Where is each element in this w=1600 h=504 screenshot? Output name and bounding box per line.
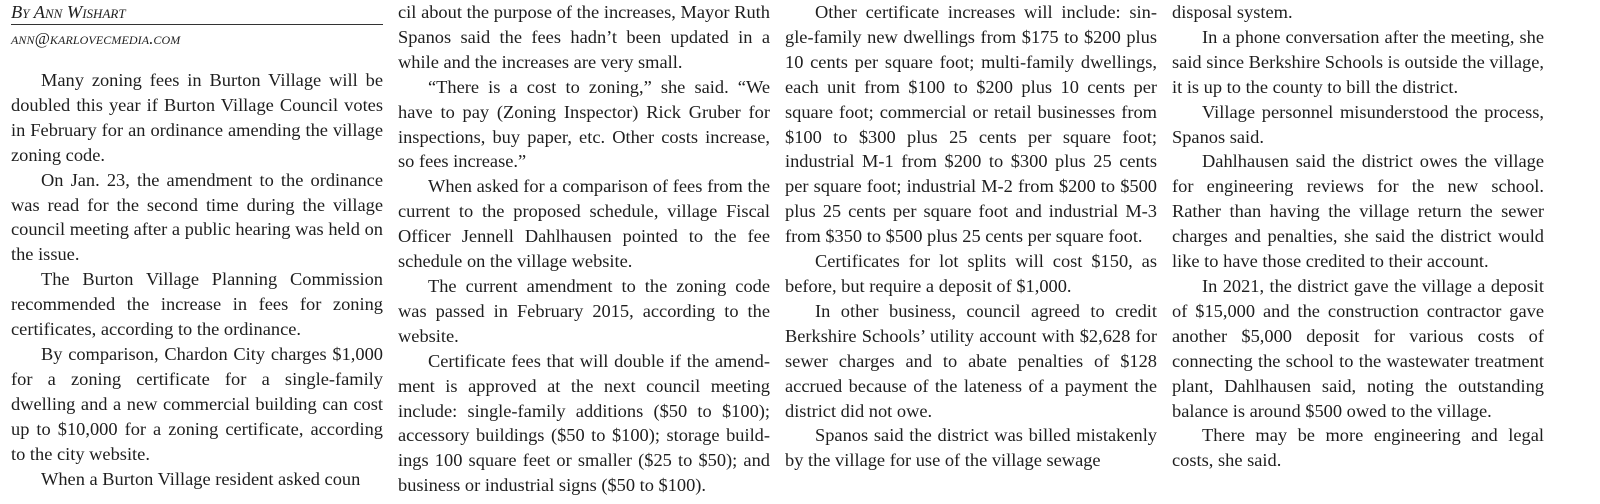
paragraph: When asked for a comparison of fees from the current to the proposed schedule, village Fiscal Officer Jennell Dahlhausen pointed to the fee schedule on the village website.: [398, 176, 770, 272]
article-column-1: [11, 0, 383, 491]
paragraph: By comparison, Chardon City charges $1,000 for a zoning certificate for a single-family dwelling and a new commercial building can cost up to $10,000 for a zoning certificate, according to the city website.: [11, 343, 383, 464]
paragraph: The Burton Village Planning Commission recommended the increase in fees for zoning certificates, according to the ordinance.: [11, 269, 383, 340]
paragraph: Spanos said the district was billed mistakenly by the village for use of the village sewage: [785, 425, 1157, 471]
paragraph: Dahlhausen said the district owes the village for engineering reviews for the new school. Rather than having the village return the sewer charges and penalties, she said the district would like to have those credited to their account.: [1172, 151, 1544, 272]
paragraph: On Jan. 23, the amendment to the ordinance was read for the second time during the village council meeting after a public hearing was held on the issue.: [11, 169, 383, 265]
author-email: ann@karlovecmedia.com: [11, 29, 181, 48]
paragraph: Other certificate increases will include: single-family new dwellings from $175 to $200 plus 10 cents per square foot; multi-family dwellings, each unit from $100 to $200 plus 10 cents per square foot; commercial or retail businesses from $100 to $300 plus 25 cents per square foot; industrial M-1 from $200 to $300 plus 25 cents per square foot; industrial M-2 from $200 to $500 plus 25 cents per square foot and industrial M-3 from $350 to $500 plus 25 cents per square foot.: [785, 2, 1157, 247]
paragraph: In a phone conversation after the meeting, she said since Berkshire Schools is outside the village, it is up to the county to bill the district.: [1172, 26, 1544, 97]
paragraph: There may be more engineering and legal costs, she said.: [1172, 425, 1544, 471]
paragraph: The current amendment to the zoning code was passed in February 2015, according to the website.: [398, 275, 770, 346]
paragraph-continued: disposal system.: [1172, 2, 1293, 22]
article-column-4: [1172, 0, 1544, 473]
paragraph: Certificate fees that will double if the amendment is approved at the next council meeting include: single-family additions ($50 to $100); accessory buildings ($50 to $100); storage buildings 100 square feet or smaller ($25 to $50); and business or industrial signs ($50 to $100).: [398, 350, 770, 496]
paragraph: Many zoning fees in Burton Village will be doubled this year if Burton Village Council votes in February for an ordinance amending the village zoning code.: [11, 70, 383, 165]
paragraph: Village personnel misunderstood the process, Spanos said.: [1172, 101, 1544, 147]
article-column-2: [398, 0, 770, 498]
paragraph: In 2021, the district gave the village a deposit of $15,000 and the construction contractor gave another $5,000 deposit for various costs of connecting the school to the wastewater treatment plant, Dahlhausen said, noting the outstanding balance is around $500 owed to the village.: [1172, 275, 1544, 421]
paragraph-continued: cil about the purpose of the increases, Mayor Ruth Spanos said the fees hadn’t been updated in a while and the increases are very small.: [398, 2, 770, 72]
paragraph: In other business, council agreed to credit Berkshire Schools’ utility account with $2,628 for sewer charges and to abate penalties of $128 accrued because of the lateness of a payment the district did not owe.: [785, 300, 1157, 421]
paragraph: “There is a cost to zoning,” she said. “We have to pay (Zoning Inspector) Rick Gruber for inspections, buy paper, etc. Other costs increase, so fees increase.”: [398, 76, 770, 172]
paragraph: Certificates for lot splits will cost $150, as before, but require a deposit of $1,000.: [785, 251, 1157, 296]
paragraph: When a Burton Village resident asked coun: [41, 468, 361, 489]
article-column-3: [785, 0, 1157, 473]
byline: By Ann Wishart: [11, 0, 383, 25]
